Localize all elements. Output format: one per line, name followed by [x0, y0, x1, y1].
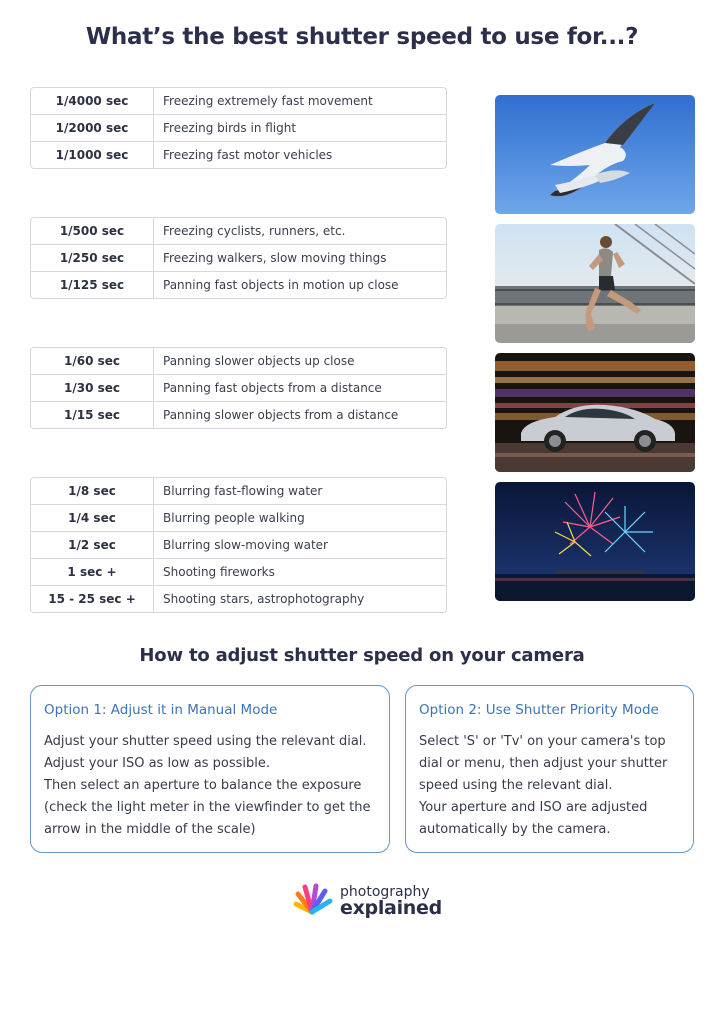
use-case-cell: Blurring slow-moving water [163, 538, 328, 552]
use-case-cell: Freezing birds in flight [163, 121, 297, 135]
table-row [31, 114, 446, 141]
section-subtitle: How to adjust shutter speed on your camera [139, 645, 585, 666]
shutter-burst-icon [290, 882, 334, 920]
use-case-cell: Blurring people walking [163, 511, 305, 525]
logo-line-2: explained [340, 896, 442, 919]
option-1-text-line: Adjust your shutter speed using the relevant dial. [44, 734, 367, 749]
use-case-cell: Panning fast objects in motion up close [163, 278, 399, 292]
option-1-text-line: arrow in the middle of the scale) [44, 822, 256, 837]
shutter-table-long [30, 477, 447, 613]
option-1-title: Option 1: Adjust it in Manual Mode [44, 702, 278, 718]
shutter-speed-cell: 1/30 sec [31, 375, 154, 401]
shutter-speed-cell: 1/250 sec [31, 245, 154, 271]
seagulls-photo [495, 95, 695, 214]
use-case-cell: Panning slower objects up close [163, 354, 355, 368]
option-2-text-line: speed using the relevant dial. [419, 778, 613, 793]
table-row [31, 374, 446, 401]
shutter-table-slow [30, 347, 447, 429]
runner-photo [495, 224, 695, 343]
table-row [31, 531, 446, 558]
use-case-cell: Freezing extremely fast movement [163, 94, 373, 108]
option-2-text-line: automatically by the camera. [419, 822, 611, 837]
table-row [31, 141, 446, 168]
table-row [31, 401, 446, 428]
table-row [31, 218, 446, 244]
shutter-speed-cell: 1/2000 sec [31, 115, 154, 141]
logo-wordmark [340, 885, 442, 918]
option-2-title: Option 2: Use Shutter Priority Mode [419, 702, 659, 718]
shutter-speed-cell: 1/1000 sec [31, 142, 154, 168]
table-row [31, 558, 446, 585]
option-1-text-line: Adjust your ISO as low as possible. [44, 756, 271, 771]
table-row [31, 88, 446, 114]
use-case-cell: Freezing fast motor vehicles [163, 148, 333, 162]
shutter-speed-cell: 1 sec + [31, 559, 154, 585]
shutter-speed-cell: 1/2 sec [31, 532, 154, 558]
table-row [31, 478, 446, 504]
shutter-speed-cell: 1/4000 sec [31, 88, 154, 114]
use-case-cell: Blurring fast-flowing water [163, 484, 323, 498]
shutter-speed-cell: 1/60 sec [31, 348, 154, 374]
shutter-speed-cell: 1/8 sec [31, 478, 154, 504]
car-panning-photo [495, 353, 695, 472]
page-title: What’s the best shutter speed to use for...? [85, 24, 639, 50]
shutter-speed-cell: 1/500 sec [31, 218, 154, 244]
use-case-cell: Panning fast objects from a distance [163, 381, 382, 395]
option-2-text-line: Your aperture and ISO are adjusted [419, 800, 648, 815]
option-2-text-line: dial or menu, then adjust your shutter [419, 756, 668, 771]
use-case-cell: Shooting fireworks [163, 565, 275, 579]
use-case-cell: Freezing walkers, slow moving things [163, 251, 387, 265]
table-row [31, 348, 446, 374]
table-row [31, 585, 446, 612]
table-row [31, 271, 446, 298]
option-2-card [405, 685, 694, 853]
shutter-speed-cell: 1/125 sec [31, 272, 154, 298]
option-1-text-line: Then select an aperture to balance the exposure [44, 778, 362, 793]
use-case-cell: Panning slower objects from a distance [163, 408, 399, 422]
shutter-speed-cell: 1/4 sec [31, 505, 154, 531]
option-2-text-line: Select 'S' or 'Tv' on your camera's top [419, 734, 666, 749]
table-row [31, 504, 446, 531]
option-1-card [30, 685, 390, 853]
shutter-table-fast [30, 87, 447, 169]
table-row [31, 244, 446, 271]
shutter-speed-cell: 15 - 25 sec + [31, 586, 154, 612]
logo-line-1: photography [340, 883, 430, 900]
fireworks-photo [495, 482, 695, 601]
shutter-table-medium [30, 217, 447, 299]
option-1-text-line: (check the light meter in the viewfinder to get the [44, 800, 371, 815]
use-case-cell: Freezing cyclists, runners, etc. [163, 224, 346, 238]
shutter-speed-cell: 1/15 sec [31, 402, 154, 428]
photography-explained-logo [290, 880, 442, 922]
use-case-cell: Shooting stars, astrophotography [163, 592, 365, 606]
